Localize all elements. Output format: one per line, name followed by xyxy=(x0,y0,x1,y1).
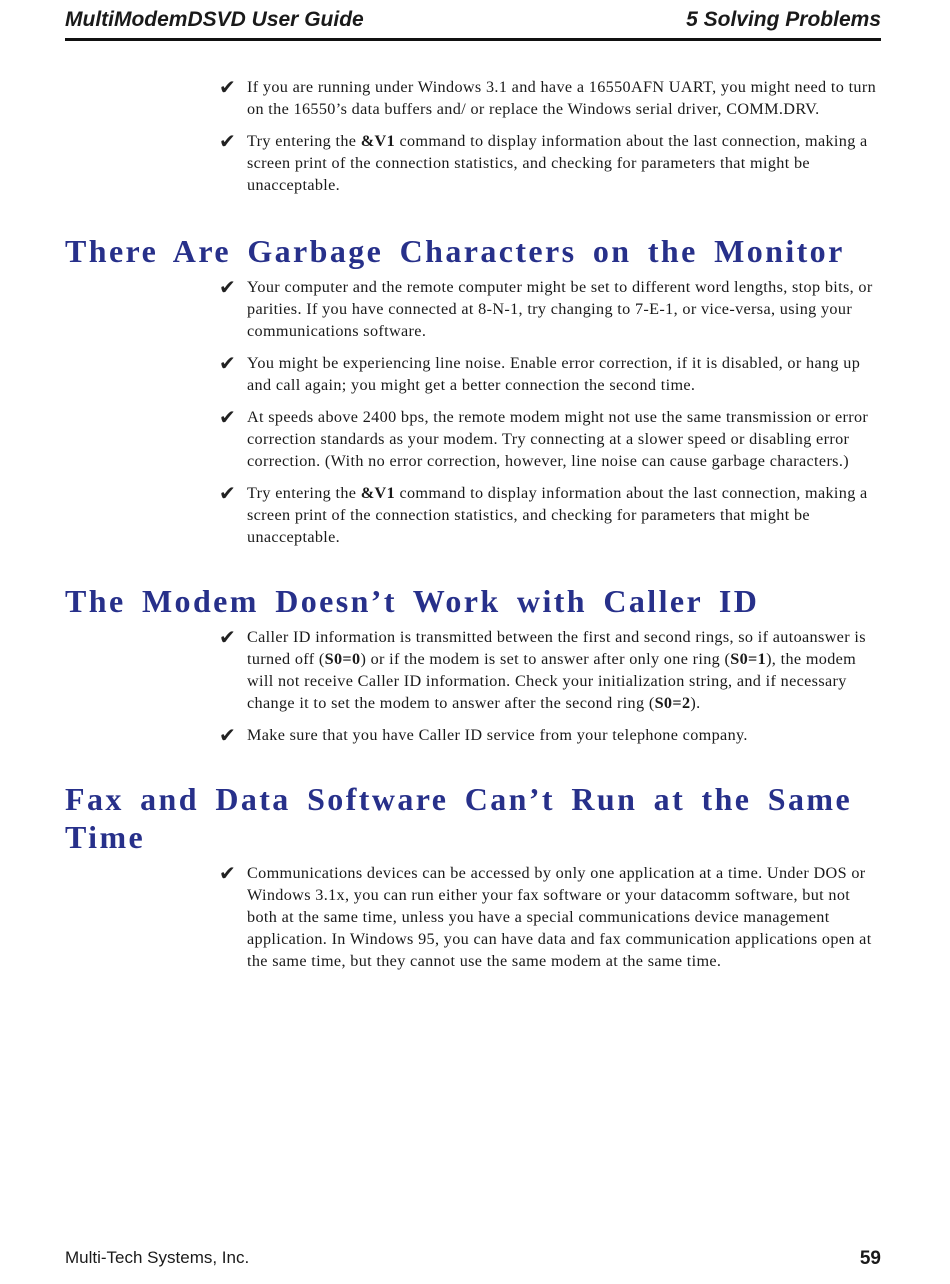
sections xyxy=(65,232,881,972)
page-number: 59 xyxy=(859,1248,881,1269)
bullet-item xyxy=(219,129,881,196)
bullet-item xyxy=(219,275,881,342)
bullet-text: At speeds above 2400 bps, the remote modem might not use the same transmission or error correction standards as your modem. Try connecting at a slower speed or disabling error correction. (With no error correction, however, line noise can cause garbage characters.) xyxy=(247,408,869,470)
bullet-item xyxy=(219,723,881,747)
footer-company: Multi-Tech Systems, Inc. xyxy=(65,1248,250,1267)
command-code: &V1 xyxy=(360,132,396,150)
chapter-title: 5 Solving Problems xyxy=(686,8,881,31)
checkmark-icon: ✔ xyxy=(219,481,237,505)
command-code: S0=1 xyxy=(730,650,767,668)
bullet-item xyxy=(219,405,881,472)
bullet-item xyxy=(219,481,881,548)
checkmark-icon: ✔ xyxy=(219,129,237,153)
checkmark-icon: ✔ xyxy=(219,861,237,885)
section-bullet-list xyxy=(65,862,881,972)
section-bullet-list xyxy=(65,626,881,746)
intro-bullet-list xyxy=(65,76,881,196)
section-heading: Fax and Data Software Can’t Run at the Same Time xyxy=(65,781,853,855)
bullet-text: You might be experiencing line noise. Enable error correction, if it is disabled, or hang up and call again; you might get a better connection the second time. xyxy=(247,354,861,394)
command-code: S0=2 xyxy=(654,694,691,712)
guide-title: MultiModemDSVD User Guide xyxy=(65,8,364,31)
bullet-text: Try entering the xyxy=(247,132,361,150)
command-code: S0=0 xyxy=(324,650,361,668)
command-code: &V1 xyxy=(360,484,396,502)
bullet-text: ). xyxy=(690,694,701,712)
bullet-text: Try entering the xyxy=(247,484,361,502)
checkmark-icon: ✔ xyxy=(219,625,237,649)
bullet-text: If you are running under Windows 3.1 and have a 16550AFN UART, you might need to turn on the 16550’s data buffers and/ or replace the Windows serial driver, COMM.DRV. xyxy=(247,78,877,118)
bullet-item xyxy=(219,625,881,714)
section-heading: There Are Garbage Characters on the Monitor xyxy=(65,233,845,269)
bullet-text: Make sure that you have Caller ID service from your telephone company. xyxy=(247,726,748,744)
bullet-text: Your computer and the remote computer might be set to different word lengths, stop bits, or parities. If you have connected at 8-N-1, try changing to 7-E-1, or vice-versa, using your communications software. xyxy=(247,278,873,340)
checkmark-icon: ✔ xyxy=(219,275,237,299)
bullet-text: ), the modem will not receive Caller ID information. Check your initialization string, and if necessary change it to set the modem to answer after the second ring ( xyxy=(247,650,857,712)
bullet-text: command to display information about the last connection, making a screen print of the connection statistics, and checking for parameters that might be unacceptable. xyxy=(247,484,868,546)
page-header xyxy=(65,8,881,41)
bullet-item xyxy=(219,351,881,396)
checkmark-icon: ✔ xyxy=(219,75,237,99)
section-heading: The Modem Doesn’t Work with Caller ID xyxy=(65,583,760,619)
section-bullet-list xyxy=(65,276,881,548)
checkmark-icon: ✔ xyxy=(219,405,237,429)
checkmark-icon: ✔ xyxy=(219,351,237,375)
bullet-text: Communications devices can be accessed by only one application at a time. Under DOS or Windows 3.1x, you can run either your fax software or your datacomm software, but not both at the same time, unless you have a special communications device management application. In Windows 95, you can have data and fax communication applications open at the same time, but they cannot use the same modem at the same time. xyxy=(247,864,872,970)
page-content xyxy=(65,76,881,982)
bullet-text: command to display information about the last connection, making a screen print of the connection statistics, and checking for parameters that might be unacceptable. xyxy=(247,132,868,194)
checkmark-icon: ✔ xyxy=(219,723,237,747)
bullet-item xyxy=(219,75,881,120)
bullet-text: Caller ID information is transmitted between the first and second rings, so if autoanswer is turned off ( xyxy=(247,628,866,668)
bullet-text: ) or if the modem is set to answer after only one ring ( xyxy=(360,650,731,668)
bullet-item xyxy=(219,861,881,972)
